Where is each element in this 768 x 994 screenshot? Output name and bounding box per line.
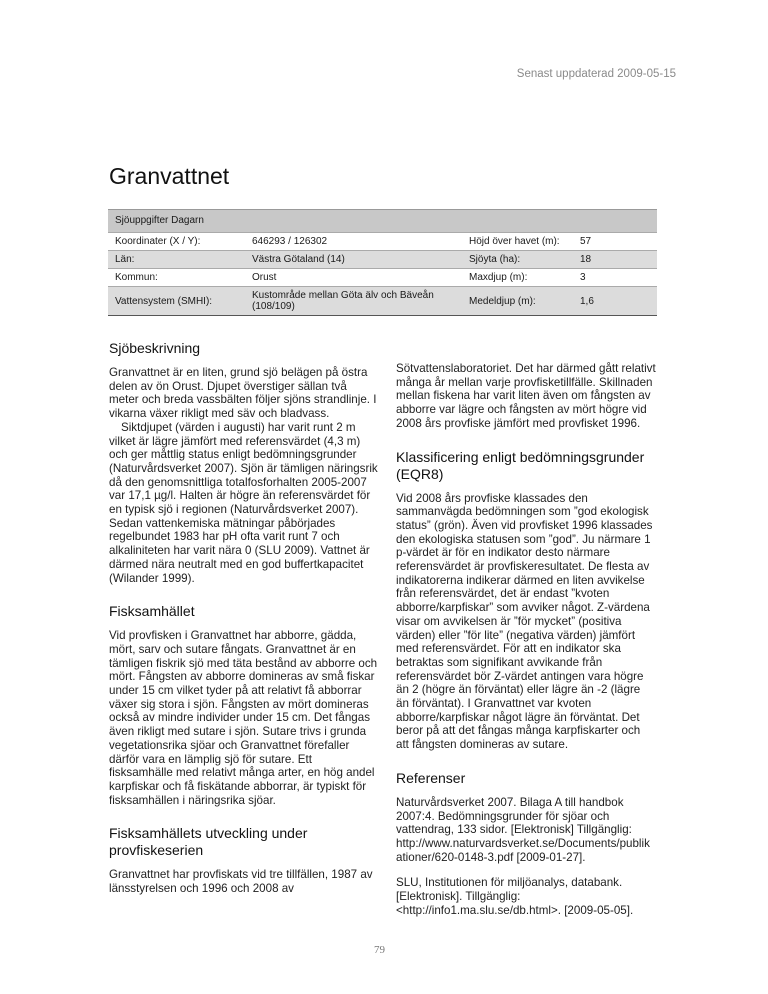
info-row <box>108 268 657 286</box>
reference-item: Naturvårdsverket 2007. Bilaga A till handbok 2007:4. Bedömningsgrunder för sjöar och vattendrag, 133 sidor. [Elektronisk] Tillgänglig: http://www.naturvardsverket.se/Documents/publikationer/620-0148-3.pdf [2009-01-27]. <box>396 795 650 864</box>
info-label: Medeldjup (m): <box>469 295 536 307</box>
info-value: Kustområde mellan Göta älv och Bäveån (108/109) <box>252 290 434 312</box>
info-table-heading: Sjöuppgifter Dagarn <box>108 210 657 232</box>
section-heading-utveckling: Fisksamhällets utveckling under provfiskeserien <box>109 825 308 859</box>
reference-item: SLU, Institutionen för miljöanalys, databank. [Elektronisk]. Tillgänglig: <http://info1.ma.slu.se/db.html>. [2009-05-05]. <box>396 876 634 917</box>
info-label: Koordinater (X / Y): <box>115 236 201 247</box>
section-heading-fisksamhallet: Fisksamhället <box>109 603 195 620</box>
info-value: 18 <box>580 254 592 265</box>
info-row <box>108 250 657 268</box>
lake-info-table <box>108 209 657 316</box>
info-value: 57 <box>580 236 592 247</box>
page-number: 79 <box>374 944 385 956</box>
info-row <box>108 286 657 315</box>
paragraph: Vid 2008 års provfiske klassades den sammanvägda bedömningen som ”god ekologisk status” (grön). Även vid provfisket 1996 klassades den ekologiska statusen som ”god”. Ju närmare 1 p-värdet är för en indikator desto närmare referensvärdet är provfiskeresultatet. De flesta av indikatorerna indikerar därmed en liten avvikelse från referensvärdet, det är endast ”kvoten abborre/karpfiskar” som avviker något. Z-värdena visar om avvikelsen är ”för mycket” (positiva värden) eller ”för lite” (negativa värden) jämfört med referensvärdet. För att en indikator ska betraktas som signifikant avvikande från referensvärdet bör Z-värdet antingen vara högre än 2 (högre än förväntat) eller lägre än -2 (lägre än förväntat). I Granvattnet var kvoten abborre/karpfiskar något lägre än förväntat. Det beror på att det fångas många karpfiskarter och att fångsten domineras av sutare. <box>396 491 653 752</box>
info-value: 3 <box>580 272 586 283</box>
info-label: Län: <box>115 254 135 265</box>
paragraph: Granvattnet är en liten, grund sjö belägen på östra delen av ön Orust. Djupet överstiger sällan två meter och breda vassbälten följer sjöns strandlinje. I vikarna växer rikligt med säv och bladvass. <box>109 366 377 421</box>
paragraph: Vid provfisken i Granvattnet har abborre, gädda, mört, sarv och sutare fångats. Granvattnet är en tämligen fiskrik sjö med täta bestånd av abborre och mört. Fångsten av abborre domineras av små fiskar under 15 cm vilket tyder på att relativt få abborrar växer sig stora i sjön. Fångsten av mört domineras också av mindre individer under 15 cm. Det fångas även rikligt med sutare i sjön. Sutare trivs i grunda vegetationsrika sjöar och Granvattnet förefaller därför vara en lämplig sjö för sutare. Ett fisksamhälle med relativt många arter, en hög andel karpfiskar och få fiskätande abborrar, är typiskt för fisksamhällen i näringsrika sjöar. <box>109 629 378 807</box>
last-updated-label: Senast uppdaterad 2009-05-15 <box>516 68 676 80</box>
left-column <box>109 340 378 896</box>
info-label: Kommun: <box>115 272 158 283</box>
info-label: Sjöyta (ha): <box>469 254 521 265</box>
right-column <box>396 362 656 918</box>
paragraph: Granvattnet har provfiskats vid tre tillfällen, 1987 av länsstyrelsen och 1996 och 2008 av <box>109 868 373 896</box>
info-row <box>108 232 657 250</box>
section-heading-referenser: Referenser <box>396 769 466 786</box>
info-value: 1,6 <box>580 295 594 307</box>
page-title: Granvattnet <box>109 163 230 189</box>
info-label: Höjd över havet (m): <box>469 236 560 247</box>
section-heading-klassificering: Klassificering enligt bedömningsgrunder (EQR8) <box>396 448 645 482</box>
info-value: Västra Götaland (14) <box>252 254 345 265</box>
info-value: 646293 / 126302 <box>252 236 328 247</box>
info-label: Vattensystem (SMHI): <box>115 295 213 307</box>
info-value: Orust <box>252 272 277 283</box>
info-label: Maxdjup (m): <box>469 272 528 283</box>
section-heading-sjobeskrivning: Sjöbeskrivning <box>109 340 201 356</box>
paragraph: Sötvattenslaboratoriet. Det har därmed gått relativt många år mellan varje provfisketillfälle. Skillnaden mellan fiskena har varit liten även om fångsten av abborre var lägre och fångsten av mört högre vid 2008 års provfiske jämfört med provfisket 1996. <box>396 362 656 430</box>
paragraph: Siktdjupet (värden i augusti) har varit runt 2 m vilket är lägre jämfört med referensvärdet (4,3 m) och ger måttlig status enligt bedömningsgrunder (Naturvårdsverket 2007). Sjön är tämligen näringsrik då den genomsnittliga totalfosforhalten 2005-2007 var 17,1 µg/l. Halten är högre än referensvärdet för en typisk sjö i regionen (Naturvårdsverket 2007). Sedan vattenkemiska mätningar påbörjades regelbundet 1983 har pH ofta varit runt 7 och alkaliniteten har varit nära 0 (SLU 2009). Vattnet är därmed nära neutralt med en god buffertkapacitet (Wilander 1999). <box>109 420 378 585</box>
